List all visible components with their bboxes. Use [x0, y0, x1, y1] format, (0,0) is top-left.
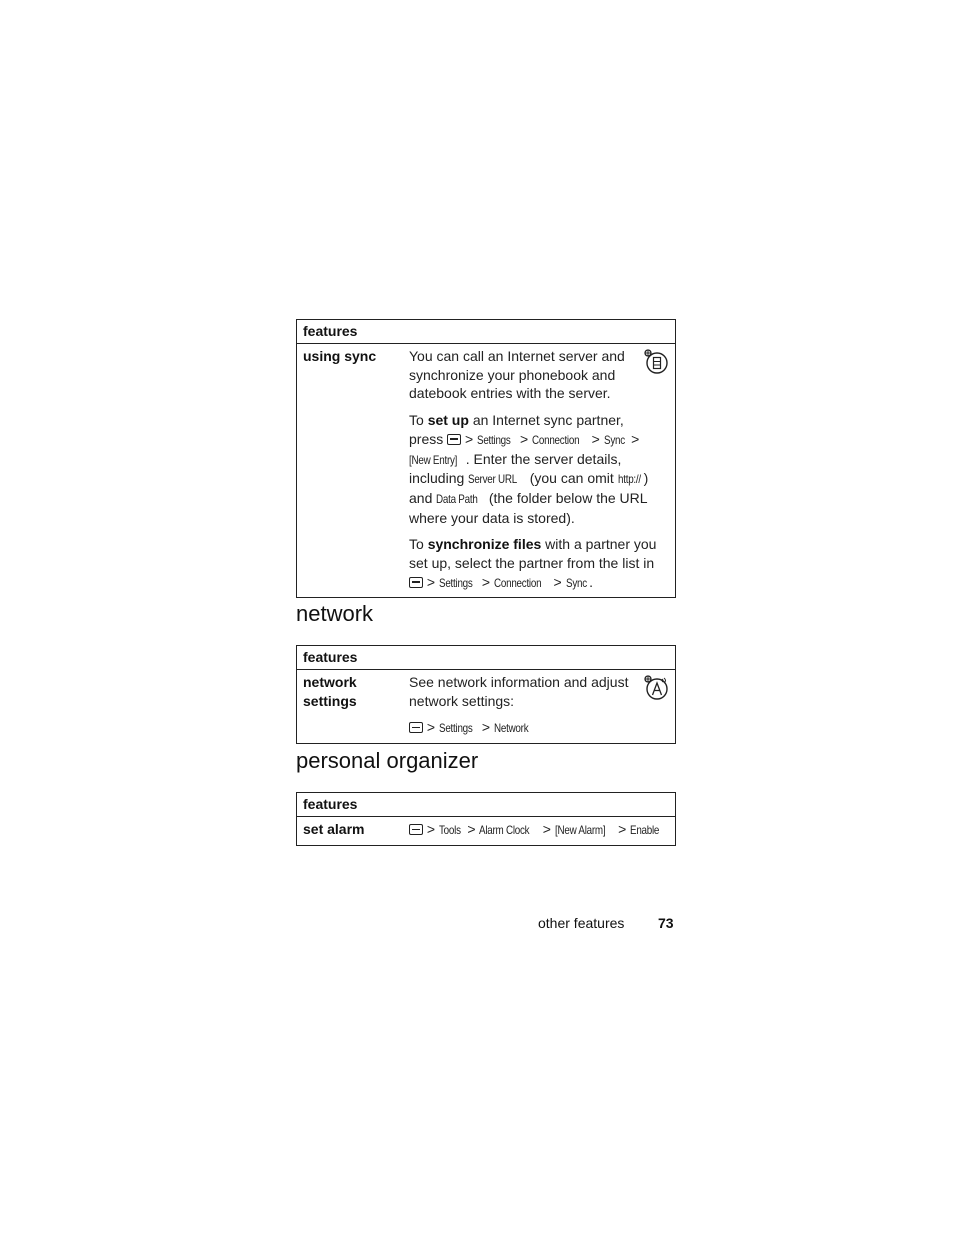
feature-description [409, 817, 671, 845]
network-service-icon [643, 674, 669, 700]
table-row [297, 817, 675, 845]
feature-name: set alarm [303, 821, 365, 837]
menu-key-icon [409, 824, 423, 835]
menu-path-sync: Sync [565, 575, 587, 590]
menu-path-network: Network [493, 721, 529, 736]
feature-name: network settings [303, 674, 357, 709]
menu-path-connection: Connection [493, 575, 542, 590]
feature-name: using sync [303, 348, 377, 364]
menu-path-new-entry: [New Entry] [409, 452, 458, 467]
menu-path-enable: Enable [630, 823, 660, 837]
setup-paragraph: To set up an Internet sync partner, press > Settings > Connection > Sync > [New Entry] . Enter the server details, including Server URL (you can omit http:// ) and Data Path (the folder below the URL where your data is stored). [409, 412, 649, 526]
features-table-sync [296, 319, 676, 598]
menu-path-settings: Settings [477, 432, 511, 447]
table-row [297, 670, 675, 743]
feature-description [409, 344, 661, 597]
description-paragraph: You can call an Internet server and synchronize your phonebook and datebook entries with the server. [409, 348, 625, 402]
field-server-url: Server URL [468, 472, 518, 487]
description-paragraph: See network information and adjust network settings: [409, 674, 629, 709]
menu-key-icon [409, 722, 423, 733]
menu-path-settings: Settings [438, 575, 473, 590]
footer-section-label: other features [538, 915, 625, 931]
field-http: http:// [617, 472, 641, 487]
feature-description [409, 670, 661, 743]
field-data-path: Data Path [436, 491, 478, 506]
menu-path-tools: Tools [438, 823, 461, 837]
section-heading-personal-organizer: personal organizer [296, 748, 479, 773]
sync-paragraph: To synchronize files with a partner you set up, select the partner from the list in > Settings > Connection > Sync . [409, 535, 661, 592]
page-number: 73 [658, 915, 674, 931]
table-header: features [297, 646, 675, 670]
menu-path: > Tools > Alarm Clock > [New Alarm] > Enable [409, 820, 671, 840]
menu-path-connection: Connection [532, 432, 580, 447]
features-table-network [296, 645, 676, 744]
menu-key-icon [409, 577, 423, 588]
section-heading-network: network [296, 601, 374, 626]
menu-path-new-alarm: [New Alarm] [554, 823, 606, 837]
table-header: features [297, 793, 675, 817]
table-header: features [297, 320, 675, 344]
features-table-organizer [296, 792, 676, 846]
menu-path-alarm-clock: Alarm Clock [479, 823, 530, 837]
table-row [297, 344, 675, 597]
menu-path-settings: Settings [438, 721, 473, 736]
menu-path-sync: Sync [603, 432, 625, 447]
sync-service-icon [643, 348, 669, 374]
menu-path: > Settings > Network [409, 718, 661, 738]
menu-key-icon [447, 434, 461, 445]
